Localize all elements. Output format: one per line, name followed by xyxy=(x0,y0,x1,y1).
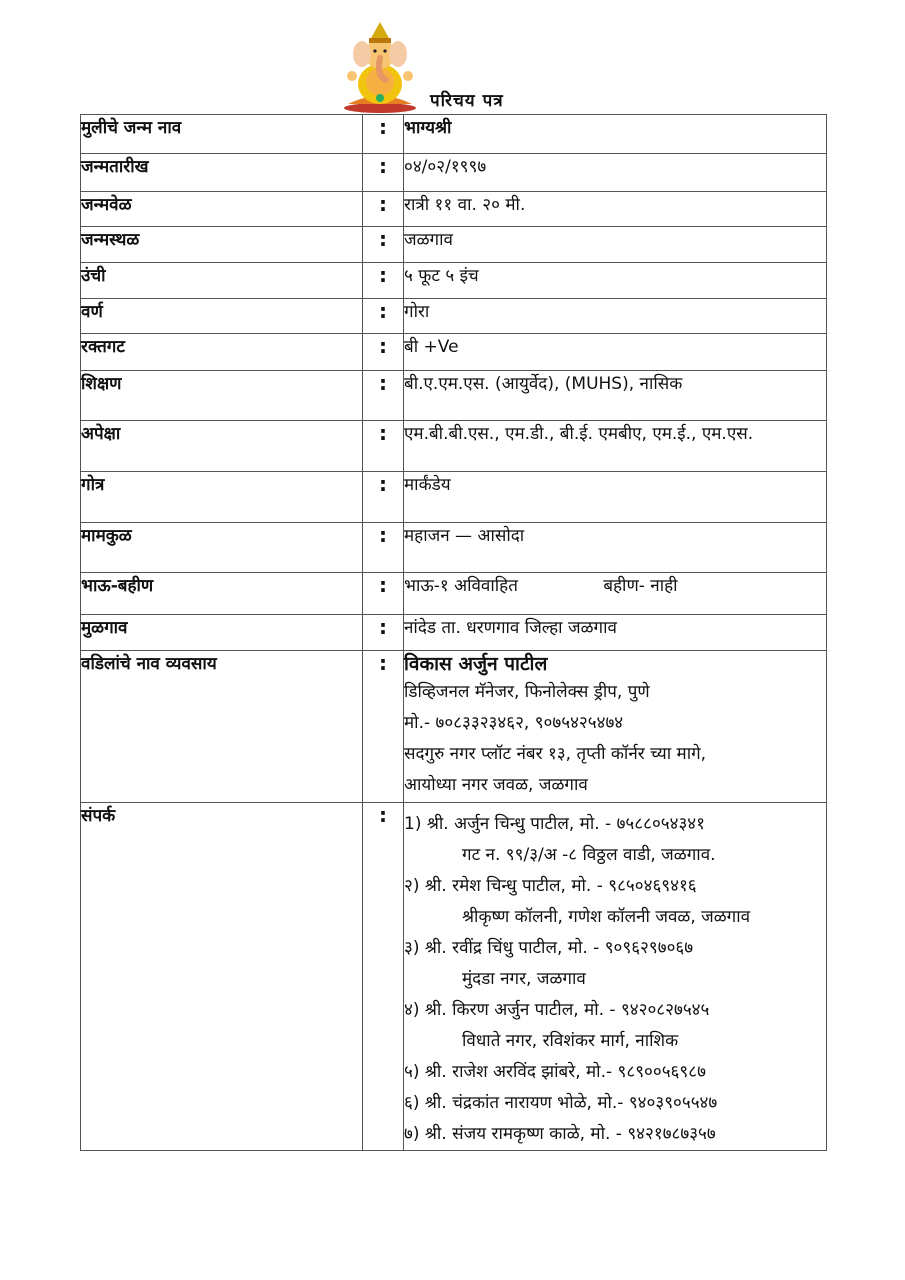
row-colon: : xyxy=(363,115,404,154)
table-row xyxy=(81,472,827,523)
table-row xyxy=(81,421,827,472)
table-row xyxy=(81,371,827,421)
row-colon: : xyxy=(363,421,404,472)
row-label: वर्ण xyxy=(81,299,363,334)
row-value: बी +Ve xyxy=(404,334,827,371)
contact-line: २) श्री. रमेश चिन्धु पाटील, मो. - ९८५०४६९४१६ xyxy=(404,876,697,896)
row-label: जन्मतारीख xyxy=(81,154,363,192)
row-colon: : xyxy=(363,334,404,371)
row-colon: : xyxy=(363,803,404,1151)
row-value: मार्कंडेय xyxy=(404,472,827,523)
row-value: जळगाव xyxy=(404,227,827,263)
contact-address: विधाते नगर, रविशंकर मार्ग, नाशिक xyxy=(462,1031,679,1051)
page-title: परिचय पत्र xyxy=(430,91,504,111)
row-label: वडिलांचे नाव व्यवसाय xyxy=(81,651,363,803)
row-colon: : xyxy=(363,615,404,651)
contact-line: ५) श्री. राजेश अरविंद झांबरे, मो.- ९८९००५६९८७ xyxy=(404,1062,706,1082)
row-colon: : xyxy=(363,371,404,421)
row-value: रात्री ११ वा. २० मी. xyxy=(404,192,827,227)
table-row xyxy=(81,803,827,1151)
row-label: जन्मस्थळ xyxy=(81,227,363,263)
table-row xyxy=(81,227,827,263)
father-line: सदगुरु नगर प्लॉट नंबर १३, तृप्ती कॉर्नर च्या मागे, xyxy=(404,744,707,764)
biodata-table xyxy=(80,114,827,1151)
table-row xyxy=(81,651,827,803)
table-row xyxy=(81,299,827,334)
table-row xyxy=(81,192,827,227)
row-colon: : xyxy=(363,227,404,263)
table-row xyxy=(81,154,827,192)
row-label: मुलीचे जन्म नाव xyxy=(81,115,363,154)
father-name: विकास अर्जुन पाटील xyxy=(404,653,548,675)
row-value: ०४/०२/१९९७ xyxy=(404,154,827,192)
sister-text: बहीण- नाही xyxy=(603,576,678,596)
contact-line: ३) श्री. रवींद्र चिंधु पाटील, मो. - ९०९६२९७०६७ xyxy=(404,938,694,958)
row-value: गोरा xyxy=(404,299,827,334)
row-colon: : xyxy=(363,573,404,615)
contact-line: ४) श्री. किरण अर्जुन पाटील, मो. - ९४२०८२७५४५ xyxy=(404,1000,710,1020)
row-colon: : xyxy=(363,651,404,803)
contact-address: मुंदडा नगर, जळगाव xyxy=(462,969,586,989)
table-row xyxy=(81,115,827,154)
father-details xyxy=(404,651,827,803)
row-label: मामकुळ xyxy=(81,523,363,573)
brother-text: भाऊ-१ अविवाहित xyxy=(404,576,518,596)
row-label: भाऊ-बहीण xyxy=(81,573,363,615)
row-colon: : xyxy=(363,263,404,299)
row-value: ५ फूट ५ इंच xyxy=(404,263,827,299)
row-label: जन्मवेळ xyxy=(81,192,363,227)
row-value: भाग्यश्री xyxy=(404,115,827,154)
row-label: उंची xyxy=(81,263,363,299)
father-line: डिव्हिजनल मॅनेजर, फिनोलेक्स ड्रीप, पुणे xyxy=(404,682,650,702)
father-line: मो.- ७०८३३२३४६२, ९०७५४२५४७४ xyxy=(404,713,624,733)
row-label: मुळगाव xyxy=(81,615,363,651)
ganesha-icon xyxy=(340,18,420,113)
row-colon: : xyxy=(363,523,404,573)
contact-details xyxy=(404,803,827,1151)
table-row xyxy=(81,615,827,651)
row-colon: : xyxy=(363,472,404,523)
row-value: एम.बी.बी.एस., एम.डी., बी.ई. एमबीए, एम.ई., एम.एस. xyxy=(404,421,827,472)
row-value: बी.ए.एम.एस. (आयुर्वेद), (MUHS), नासिक xyxy=(404,371,827,421)
row-colon: : xyxy=(363,192,404,227)
row-label: गोत्र xyxy=(81,472,363,523)
row-value xyxy=(404,573,827,615)
table-row xyxy=(81,523,827,573)
table-row xyxy=(81,573,827,615)
row-label: रक्तगट xyxy=(81,334,363,371)
row-colon: : xyxy=(363,299,404,334)
page-header xyxy=(0,0,905,115)
father-line: आयोध्या नगर जवळ, जळगाव xyxy=(404,775,588,795)
row-value: महाजन — आसोदा xyxy=(404,523,827,573)
table-row xyxy=(81,334,827,371)
contact-line: ६) श्री. चंद्रकांत नारायण भोळे, मो.- ९४०३९०५५४७ xyxy=(404,1093,718,1113)
contact-address: श्रीकृष्ण कॉलनी, गणेश कॉलनी जवळ, जळगाव xyxy=(462,907,751,927)
contact-line: 1) श्री. अर्जुन चिन्धु पाटील, मो. - ७५८८०५४३४१ xyxy=(404,814,705,834)
row-label: संपर्क xyxy=(81,803,363,1151)
table-row xyxy=(81,263,827,299)
row-colon: : xyxy=(363,154,404,192)
row-label: अपेक्षा xyxy=(81,421,363,472)
contact-line: ७) श्री. संजय रामकृष्ण काळे, मो. - ९४२१७८७३५७ xyxy=(404,1124,716,1144)
contact-address: गट न. ९९/३/अ -८ विठ्ठल वाडी, जळगाव. xyxy=(462,845,716,865)
row-label: शिक्षण xyxy=(81,371,363,421)
row-value: नांदेड ता. धरणगाव जिल्हा जळगाव xyxy=(404,615,827,651)
